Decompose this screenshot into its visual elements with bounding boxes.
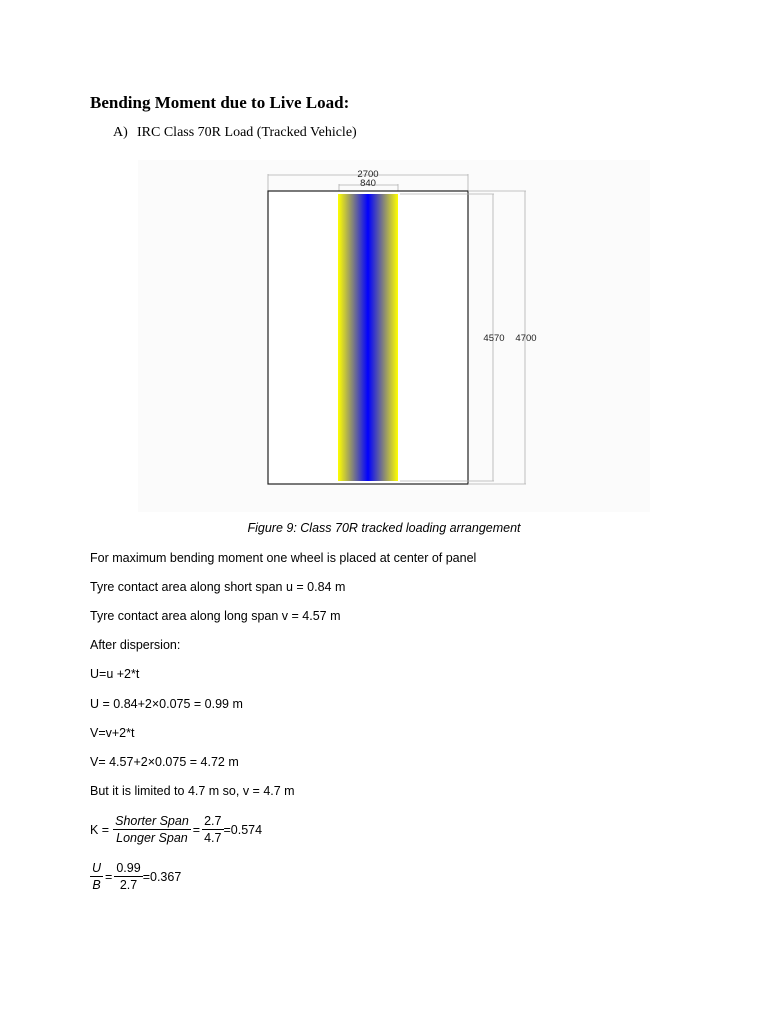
tracked-load-strip bbox=[338, 194, 398, 481]
text-line: But it is limited to 4.7 m so, v = 4.7 m bbox=[90, 784, 295, 798]
fraction-numerator: U bbox=[92, 861, 102, 875]
equals-sign: = bbox=[192, 822, 201, 837]
section-number: A) bbox=[113, 125, 128, 140]
span-ratio-fraction bbox=[113, 813, 191, 846]
text-line: For maximum bending moment one wheel is placed at center of panel bbox=[90, 551, 477, 565]
ub-value-fraction bbox=[114, 860, 142, 893]
text-line: U=u +2*t bbox=[90, 667, 140, 681]
value-ratio-fraction bbox=[202, 813, 223, 846]
k-result: =0.574 bbox=[223, 822, 263, 837]
ub-result: =0.367 bbox=[142, 869, 182, 884]
loading-figure bbox=[138, 160, 650, 512]
dim-load-width: 840 bbox=[360, 178, 376, 189]
ub-equation bbox=[90, 860, 181, 893]
fraction-denominator: 2.7 bbox=[119, 878, 138, 892]
text-line: Tyre contact area along long span v = 4.57 m bbox=[90, 609, 341, 623]
dim-total-length: 4700 bbox=[515, 333, 537, 344]
figure-caption: Figure 9: Class 70R tracked loading arrangement bbox=[247, 521, 521, 535]
text-line: V= 4.57+2×0.075 = 4.72 m bbox=[90, 755, 239, 769]
k-equation bbox=[90, 813, 262, 846]
fraction-denominator: B bbox=[92, 878, 101, 892]
text-line: V=v+2*t bbox=[90, 726, 135, 740]
dim-load-length: 4570 bbox=[483, 333, 505, 344]
fraction-denominator: Longer Span bbox=[116, 831, 188, 845]
equals-sign: = bbox=[105, 869, 113, 884]
fraction-numerator: Shorter Span bbox=[115, 814, 189, 828]
section-title: IRC Class 70R Load (Tracked Vehicle) bbox=[137, 125, 357, 140]
text-line: U = 0.84+2×0.075 = 0.99 m bbox=[90, 697, 243, 711]
fraction-denominator: 4.7 bbox=[204, 831, 222, 845]
page-heading: Bending Moment due to Live Load: bbox=[90, 93, 350, 112]
text-line: After dispersion: bbox=[90, 638, 181, 652]
k-prefix: K = bbox=[90, 822, 110, 837]
ub-fraction bbox=[90, 860, 103, 893]
section-subheading bbox=[113, 125, 357, 141]
fraction-numerator: 2.7 bbox=[204, 814, 222, 828]
fraction-numerator: 0.99 bbox=[116, 861, 141, 875]
loading-arrangement-diagram bbox=[138, 160, 650, 512]
text-line: Tyre contact area along short span u = 0.84 m bbox=[90, 580, 346, 594]
dim-total-width: 2700 bbox=[357, 169, 379, 180]
